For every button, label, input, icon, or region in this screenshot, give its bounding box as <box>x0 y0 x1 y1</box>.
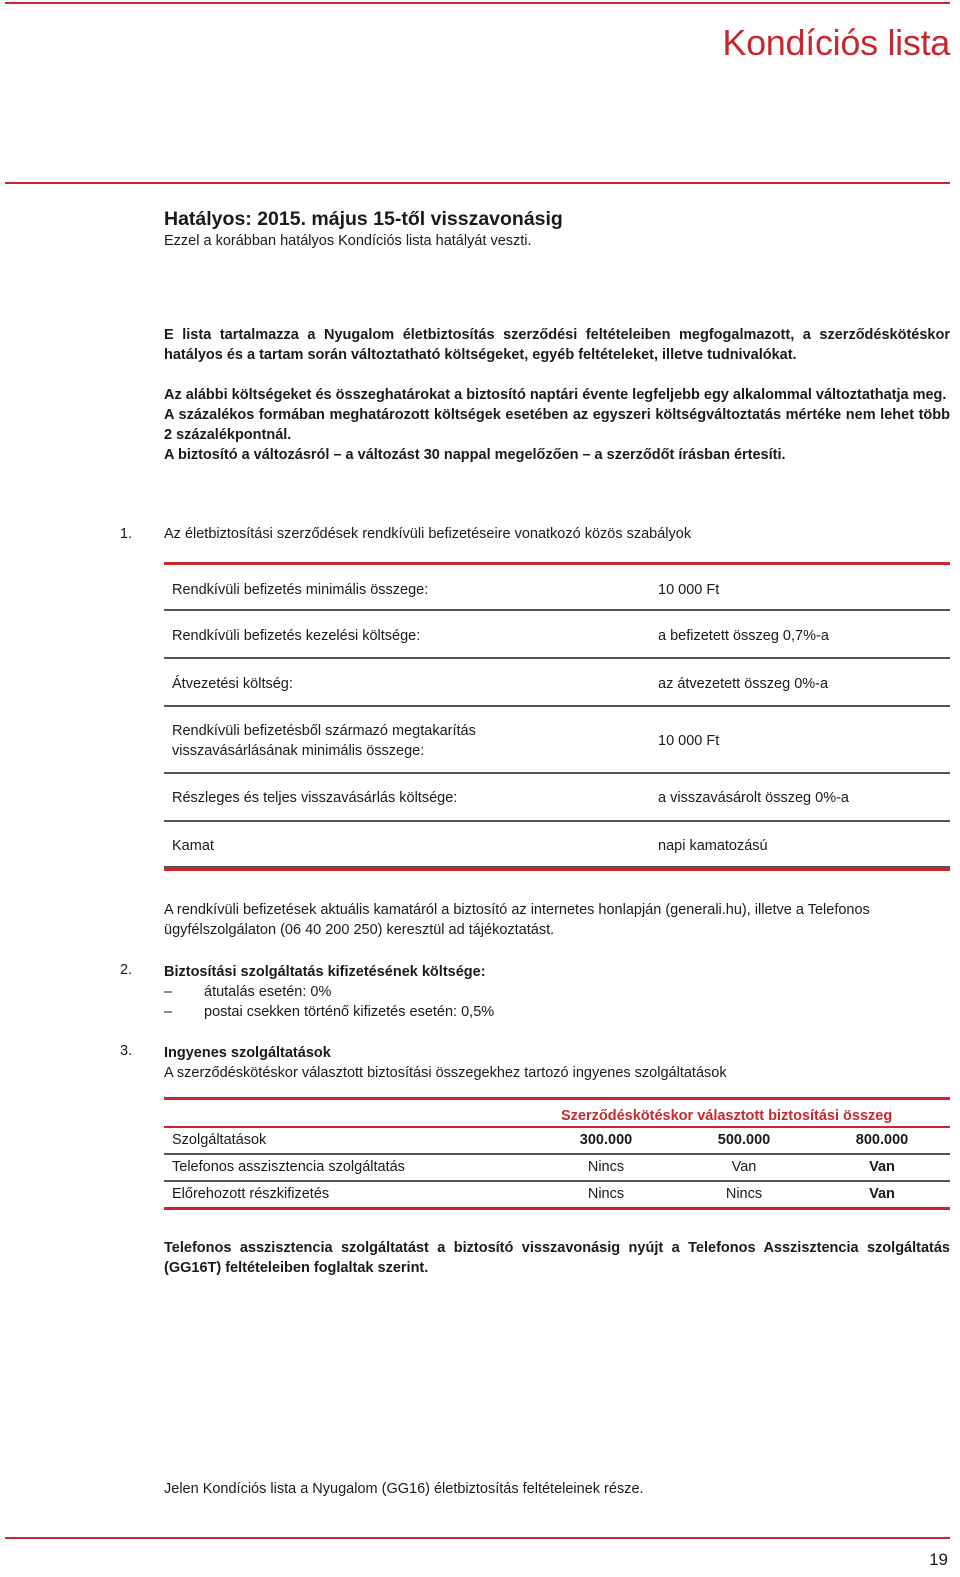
table-row <box>164 1180 950 1207</box>
fee-label: Rendkívüli befizetésből származó megtakarítás visszavásárlásának minimális összege: <box>172 723 476 759</box>
assistance-footnote: Telefonos asszisztencia szolgáltatást a biztosító visszavonásig nyújt a Telefonos Asszisztencia szolgáltatás (GG16T) feltételeiben foglaltak szerint. <box>164 1240 950 1276</box>
payout-postal-fee: postai csekken történő kifizetés esetén: 0,5% <box>204 1004 495 1020</box>
list-item <box>164 1002 950 1022</box>
table-cell: 800.000 <box>855 1132 909 1148</box>
table-row <box>164 822 950 868</box>
section-1-number: 1. <box>120 526 133 542</box>
table-cell: Van <box>731 1159 757 1175</box>
rules-paragraph <box>164 385 950 465</box>
page-title: Kondíciós lista <box>722 22 950 63</box>
section-2-number: 2. <box>120 962 133 978</box>
effective-date-title: Hatályos: 2015. május 15-től visszavonásig <box>164 208 563 230</box>
fee-value: a visszavásárolt összeg 0%-a <box>658 790 849 806</box>
fee-label: Rendkívüli befizetés minimális összege: <box>172 582 429 598</box>
intro-paragraph: E lista tartalmazza a Nyugalom életbiztosítás szerződési feltételeiben megfogalmazott, a szerződéskötéskor hatályos és a tartam során változtatható költségeket, egyéb feltételeket, illetve tudnivalókat. <box>164 327 950 363</box>
bottom-note: Jelen Kondíciós lista a Nyugalom (GG16) életbiztosítás feltételeinek része. <box>164 1481 644 1497</box>
payout-transfer-fee: átutalás esetén: 0% <box>204 984 332 1000</box>
table-cell: Nincs <box>725 1186 763 1202</box>
section-3 <box>164 1043 950 1083</box>
rule-percentage-limit: A százalékos formában meghatározott költségek esetében az egyszeri költségváltoztatás mértéke nem lehet több 2 százalékpontnál. <box>164 407 950 443</box>
table-cell: 300.000 <box>579 1132 633 1148</box>
fee-label: Kamat <box>172 838 214 854</box>
top-rule <box>5 2 950 4</box>
extra-payment-fees-table <box>164 562 950 871</box>
table-bottom-rule <box>164 868 950 871</box>
fee-label: Rendkívüli befizetés kezelési költsége: <box>172 628 421 644</box>
table-row <box>164 1153 950 1180</box>
header-rule <box>5 182 950 184</box>
table-cell: Van <box>869 1159 895 1175</box>
list-item <box>164 982 950 1002</box>
table-cell: Szolgáltatások <box>172 1132 267 1148</box>
section-2-title: Biztosítási szolgáltatás kifizetésének költsége: <box>164 964 486 980</box>
table-row <box>164 659 950 707</box>
table-row <box>164 611 950 659</box>
free-services-table <box>164 1097 950 1210</box>
table-cell: Telefonos asszisztencia szolgáltatás <box>172 1159 405 1175</box>
page-number: 19 <box>929 1550 948 1569</box>
fee-label: Részleges és teljes visszavásárlás költsége: <box>172 790 458 806</box>
fee-label: Átvezetési költség: <box>172 676 293 692</box>
section-2 <box>164 962 950 1022</box>
table-cell: Nincs <box>587 1159 625 1175</box>
rule-change-frequency: Az alábbi költségeket és összeghatárokat a biztosító naptári évente legfeljebb egy alkalommal változtathatja meg. <box>164 387 947 403</box>
table-cell: Előrehozott részkifizetés <box>172 1186 330 1202</box>
table-cell: Nincs <box>587 1186 625 1202</box>
table-row <box>164 707 950 774</box>
table-cell: 500.000 <box>717 1132 771 1148</box>
fee-value: 10 000 Ft <box>658 582 720 598</box>
table-row <box>164 1126 950 1153</box>
table-row <box>164 565 950 611</box>
bottom-rule <box>5 1537 950 1539</box>
dash-bullet: – <box>164 1004 173 1020</box>
section-3-subtitle: A szerződéskötéskor választott biztosítási összegekhez tartozó ingyenes szolgáltatások <box>164 1065 727 1081</box>
interest-rate-note: A rendkívüli befizetések aktuális kamatáról a biztosító az internetes honlapján (generali.hu), illetve a Telefonos ügyfélszolgálaton (06 40 200 250) keresztül ad tájékoztatást. <box>164 902 870 938</box>
fee-value: a befizetett összeg 0,7%-a <box>658 628 829 644</box>
table-bottom-rule <box>164 1207 950 1210</box>
table-header <box>164 1100 950 1126</box>
rule-notification: A biztosító a változásról – a változást 30 nappal megelőzően – a szerződőt írásban értesíti. <box>164 447 786 463</box>
table-row <box>164 774 950 822</box>
effective-date-subtitle: Ezzel a korábban hatályos Kondíciós lista hatályát veszti. <box>164 233 532 249</box>
section-3-title: Ingyenes szolgáltatások <box>164 1045 331 1061</box>
dash-bullet: – <box>164 984 173 1000</box>
section-3-number: 3. <box>120 1043 133 1059</box>
table-cell: Van <box>869 1186 895 1202</box>
fee-value: napi kamatozású <box>658 838 768 854</box>
fee-value: 10 000 Ft <box>658 733 720 749</box>
table-header-label: Szerződéskötéskor választott biztosítási összeg <box>561 1108 893 1124</box>
section-1-title: Az életbiztosítási szerződések rendkívüli befizetéseire vonatkozó közös szabályok <box>164 526 692 542</box>
fee-value: az átvezetett összeg 0%-a <box>658 676 829 692</box>
